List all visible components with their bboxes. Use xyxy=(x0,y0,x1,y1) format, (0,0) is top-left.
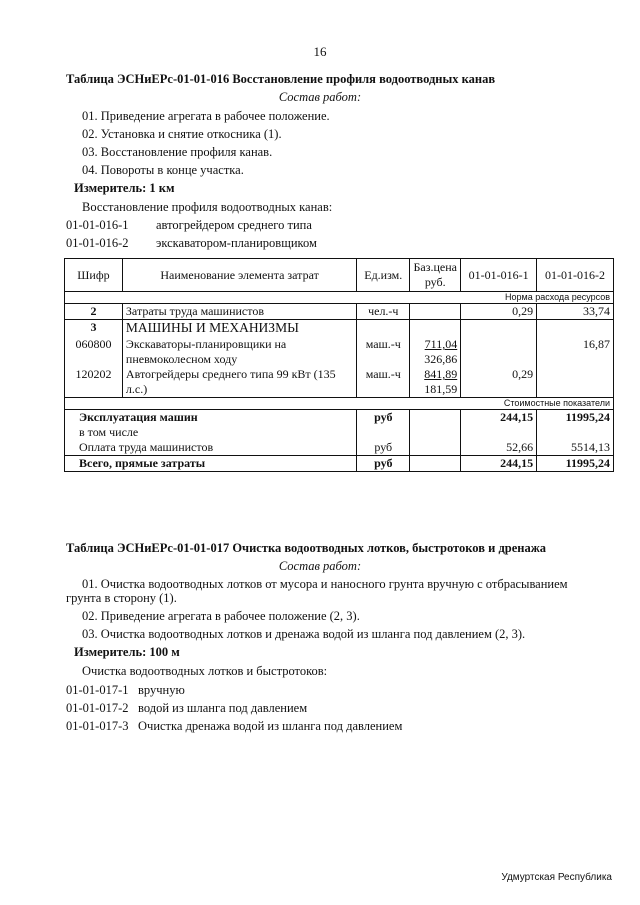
col-header-code: Шифр xyxy=(65,259,123,292)
operation-item: 02. Приведение агрегата в рабочее положение (2, 3). xyxy=(82,609,360,623)
operation-item: 04. Повороты в конце участка. xyxy=(82,163,244,177)
total-value-2: 11995,24 xyxy=(537,456,614,472)
table-header-row xyxy=(65,259,614,292)
col-header-unit: Ед.изм. xyxy=(357,259,410,292)
measure-unit: Измеритель: 100 м xyxy=(74,645,180,659)
operation-item-continued: грунта в сторону (1). xyxy=(66,591,177,605)
variant-row xyxy=(66,719,402,735)
row-name: Затраты труда машинистов xyxy=(122,304,356,320)
row-unit: маш.-ч xyxy=(357,367,410,398)
variant-row xyxy=(66,701,307,717)
row-value-2: 33,74 xyxy=(537,304,614,320)
section-heading: МАШИНЫ И МЕХАНИЗМЫ xyxy=(122,320,356,337)
row-value-2: 16,87 xyxy=(537,337,614,367)
table-row xyxy=(65,367,614,398)
cost-row xyxy=(65,440,614,456)
row-unit: маш.-ч xyxy=(357,337,410,367)
price-machine: 711,04 xyxy=(424,337,458,352)
variant-text: водой из шланга под давлением xyxy=(138,701,308,715)
total-unit: руб xyxy=(357,456,410,472)
variant-text: экскаватором-планировщиком xyxy=(156,236,317,250)
price-labor: 181,59 xyxy=(424,382,458,397)
operation-item: 03. Восстановление профиля канав. xyxy=(82,145,273,159)
variants-intro: Восстановление профиля водоотводных канав: xyxy=(82,200,333,214)
cost-value-2: 11995,24 xyxy=(537,410,614,426)
cost-label-row xyxy=(65,398,614,410)
cost-name: Эксплуатация машин xyxy=(65,410,357,426)
table-016-title: Таблица ЭСНиЕРс-01-01-016 Восстановление профиля водоотводных канав xyxy=(66,72,496,86)
cost-value-1: 244,15 xyxy=(461,410,537,426)
cost-row xyxy=(65,425,614,440)
col-header-price: Баз.цена руб. xyxy=(410,259,461,292)
col-header-name: Наименование элемента затрат xyxy=(122,259,356,292)
table-row xyxy=(65,320,614,337)
row-value-1 xyxy=(461,337,537,367)
page-number: 16 xyxy=(313,44,327,59)
total-name: Всего, прямые затраты xyxy=(65,456,357,472)
table-row xyxy=(65,304,614,320)
variant-code: 01-01-017-2 xyxy=(66,701,129,715)
row-value-2 xyxy=(537,367,614,398)
variant-text: автогрейдером среднего типа xyxy=(156,218,312,232)
norm-label: Норма расхода ресурсов xyxy=(65,292,614,304)
cost-value-2: 5514,13 xyxy=(537,440,614,456)
variant-code: 01-01-017-1 xyxy=(66,683,129,697)
row-unit: чел.-ч xyxy=(357,304,410,320)
resource-table xyxy=(64,258,614,472)
row-value-1: 0,29 xyxy=(461,367,537,398)
table-017-subtitle: Состав работ: xyxy=(278,559,362,573)
cost-name: Оплата труда машинистов xyxy=(65,440,357,456)
row-price xyxy=(410,304,461,320)
variant-row xyxy=(66,218,312,234)
measure-unit: Измеритель: 1 км xyxy=(74,181,175,195)
operation-item: 01. Очистка водоотводных лотков от мусора и наносного грунта вручную с отбрасыванием xyxy=(82,577,568,591)
operation-item: 02. Установка и снятие откосника (1). xyxy=(82,127,282,141)
col-header-variant-1: 01-01-016-1 xyxy=(461,259,537,292)
table-row xyxy=(65,337,614,367)
footer-region: Удмуртская Республика xyxy=(501,872,612,883)
variant-row xyxy=(66,236,317,252)
row-price xyxy=(410,367,461,398)
row-code: 120202 xyxy=(65,367,123,398)
price-labor: 326,86 xyxy=(424,352,458,367)
row-name: Автогрейдеры среднего типа 99 кВт (135 л.с.) xyxy=(122,367,356,398)
cost-unit: руб xyxy=(357,440,410,456)
table-017-title: Таблица ЭСНиЕРс-01-01-017 Очистка водоотводных лотков, быстротоков и дренажа xyxy=(66,541,547,555)
operation-item: 03. Очистка водоотводных лотков и дренажа водой из шланга под давлением (2, 3). xyxy=(82,627,526,641)
price-machine: 841,89 xyxy=(424,367,458,382)
cost-label: Стоимостные показатели xyxy=(65,398,614,410)
row-code: 3 xyxy=(65,320,123,337)
row-value-1: 0,29 xyxy=(461,304,537,320)
total-row xyxy=(65,456,614,472)
variant-code: 01-01-016-1 xyxy=(66,218,129,232)
variant-text: Очистка дренажа водой из шланга под давлением xyxy=(138,719,403,733)
cost-unit: руб xyxy=(357,410,410,426)
variant-code: 01-01-017-3 xyxy=(66,719,129,733)
total-value-1: 244,15 xyxy=(461,456,537,472)
variant-row xyxy=(66,683,185,699)
row-code: 060800 xyxy=(65,337,123,367)
row-code: 2 xyxy=(65,304,123,320)
norm-label-row xyxy=(65,292,614,304)
row-name: Экскаваторы-планировщики на пневмоколесном ходу xyxy=(122,337,356,367)
cost-value-1: 52,66 xyxy=(461,440,537,456)
cost-incl-label: в том числе xyxy=(65,425,357,440)
variants-intro: Очистка водоотводных лотков и быстротоков: xyxy=(82,664,328,678)
row-price xyxy=(410,337,461,367)
cost-row xyxy=(65,410,614,426)
variant-text: вручную xyxy=(138,683,185,697)
table-016-subtitle: Состав работ: xyxy=(278,90,362,104)
variant-code: 01-01-016-2 xyxy=(66,236,129,250)
col-header-variant-2: 01-01-016-2 xyxy=(537,259,614,292)
operation-item: 01. Приведение агрегата в рабочее положение. xyxy=(82,109,330,123)
